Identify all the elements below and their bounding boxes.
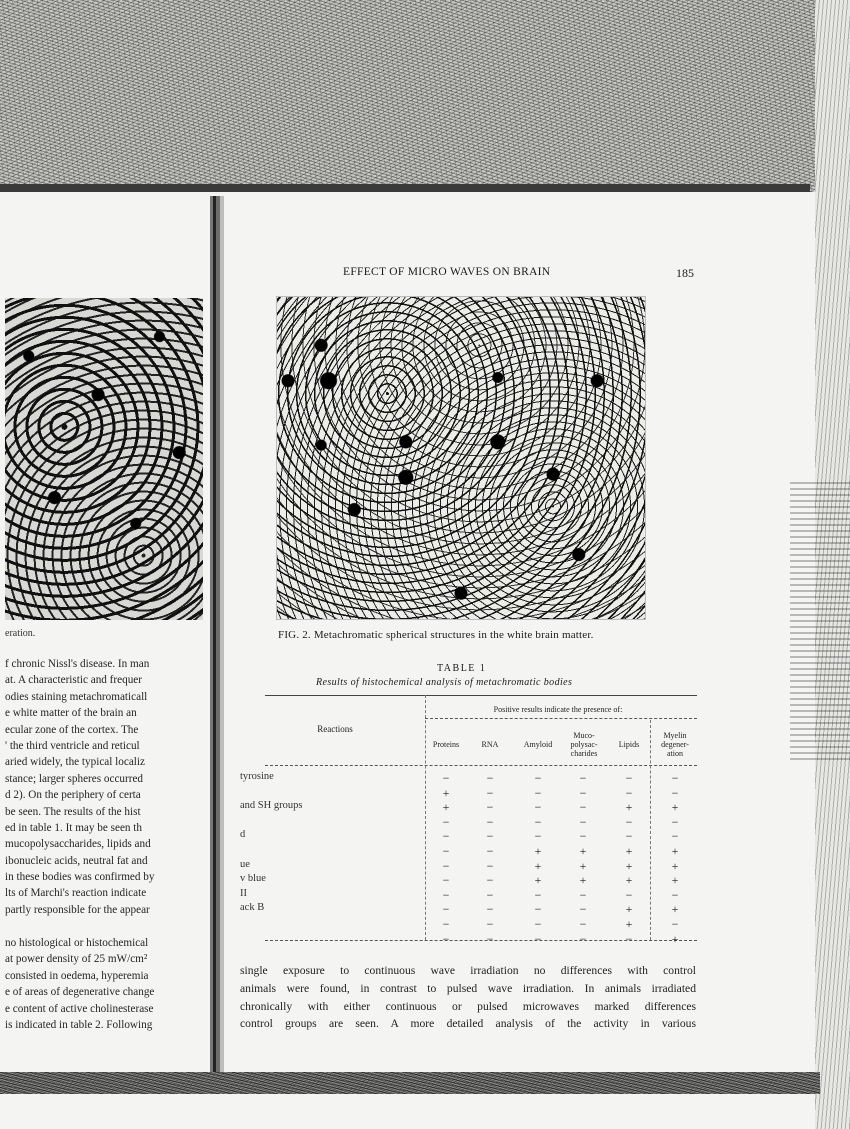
- left-line: is indicated in table 2. Following: [5, 1018, 153, 1031]
- table-reactions-header: Reactions: [317, 724, 353, 734]
- left-line: in these bodies was confirmed by: [5, 871, 155, 884]
- running-head: EFFECT OF MICRO WAVES ON BRAIN: [343, 266, 551, 278]
- left-line: odies staining metachromaticall: [5, 690, 148, 703]
- table-cell: −: [579, 800, 587, 815]
- table-label: TABLE 1: [437, 663, 487, 674]
- table-cell: −: [579, 931, 587, 946]
- table-cell: +: [625, 917, 633, 931]
- left-line: ed in table 1. It may be seen th: [5, 821, 143, 834]
- table-cell: −: [671, 771, 679, 785]
- left-line: e white matter of the brain an: [5, 707, 137, 720]
- table-cell: +: [579, 858, 587, 873]
- table-group-rule: [425, 718, 697, 719]
- table-cell: −: [442, 902, 450, 917]
- table-cell: −: [671, 785, 679, 800]
- body-line: animals were found, in contrast to pulsed wave irradiation. In animals irradiated: [240, 981, 696, 995]
- table-top-rule: [265, 695, 697, 696]
- table-cell: −: [534, 887, 542, 902]
- scanned-page-top-edge: [0, 0, 850, 192]
- table-cell: +: [671, 858, 679, 873]
- table-cell: −: [486, 858, 494, 873]
- table-divider: [650, 720, 651, 940]
- table-cell: −: [486, 844, 494, 858]
- table-cell: −: [534, 771, 542, 785]
- table-cell: −: [579, 887, 587, 902]
- table-cell: −: [442, 829, 450, 844]
- table-cell: +: [442, 800, 450, 815]
- table-cell: −: [534, 814, 542, 829]
- table-cell: +: [625, 873, 633, 888]
- table-cell: −: [442, 858, 450, 873]
- table-cell: +: [671, 844, 679, 858]
- table-cell: +: [671, 873, 679, 888]
- column-header-proteins: Proteins: [432, 740, 460, 749]
- table-title: Results of histochemical analysis of metachromatic bodies: [316, 677, 573, 688]
- table-group-header: Positive results indicate the presence of:: [493, 705, 623, 714]
- left-line: consisted in oedema, hyperemia: [5, 969, 149, 982]
- table-cell: −: [534, 800, 542, 815]
- body-line: single exposure to continuous wave irradiation no differences with control: [240, 964, 696, 977]
- figure-caption: FIG. 2. Metachromatic spherical structures in the white brain matter.: [278, 629, 594, 641]
- page-number: 185: [676, 266, 694, 280]
- left-line: aried widely, the typical localiz: [5, 756, 145, 769]
- left-line: f chronic Nissl's disease. In man: [5, 658, 150, 670]
- table-cell: −: [625, 785, 633, 800]
- left-page-text-top: [5, 656, 205, 918]
- table-cell: +: [442, 785, 450, 800]
- table-cell: −: [625, 829, 633, 844]
- table-cell: −: [671, 814, 679, 829]
- table-cell: +: [534, 844, 542, 858]
- body-line: chronically with either continuous or pulsed microwaves marked differences: [240, 999, 696, 1013]
- table-cell: −: [579, 814, 587, 829]
- table-cell: −: [442, 844, 450, 858]
- scanned-page-bottom-edge: [0, 1072, 820, 1094]
- left-line: lts of Marchi's reaction indicate: [5, 887, 147, 900]
- left-line: be seen. The results of the hist: [5, 805, 141, 818]
- table-cell: −: [534, 917, 542, 931]
- body-text: [240, 962, 696, 1033]
- table-cell: −: [579, 829, 587, 844]
- left-line: d 2). On the periphery of certa: [5, 789, 141, 802]
- table-cell: −: [625, 771, 633, 785]
- left-page-text-bottom: [5, 935, 205, 1033]
- table-cell: −: [442, 887, 450, 902]
- table-cell: −: [579, 902, 587, 917]
- table-cell: −: [671, 829, 679, 844]
- column-header-mucopolysaccharides: Muco- polysac- charides: [570, 731, 598, 758]
- table-cell: −: [534, 931, 542, 946]
- table-cell: +: [579, 873, 587, 888]
- left-line: ' the third ventricle and reticul: [5, 739, 140, 752]
- column-header-lipids: Lipids: [618, 740, 640, 749]
- table-cell: −: [486, 887, 494, 902]
- table-cell: +: [671, 800, 679, 815]
- left-line: ibonucleic acids, neutral fat and: [5, 854, 148, 867]
- table-cell: +: [579, 844, 587, 858]
- column-header-rna: RNA: [481, 740, 499, 749]
- table-cell: −: [486, 785, 494, 800]
- table-row-label: II: [240, 887, 247, 899]
- table-cell: −: [442, 873, 450, 888]
- table-header-rule: [265, 765, 697, 766]
- table-cell: −: [625, 887, 633, 902]
- left-line: e content of active cholinesterase: [5, 1002, 154, 1015]
- table-cell: −: [671, 887, 679, 902]
- table-cell: +: [625, 844, 633, 858]
- table-row-label: and SH groups: [240, 800, 303, 812]
- table-cell: −: [486, 771, 494, 785]
- table-cell: −: [486, 902, 494, 917]
- table-cell: −: [486, 829, 494, 844]
- left-line: mucopolysaccharides, lipids and: [5, 838, 151, 851]
- table-cell: +: [625, 800, 633, 815]
- table-row-label: ue: [240, 858, 250, 870]
- body-line: control groups are seen. A more detailed analysis of the activity in various: [240, 1017, 696, 1031]
- left-line: stance; larger spheres occurred: [5, 772, 144, 785]
- table-cell: −: [671, 917, 679, 931]
- book-gutter: [210, 196, 224, 1072]
- table-cell: −: [534, 829, 542, 844]
- table-cell: −: [442, 814, 450, 829]
- column-header-myelin-degeneration: Myelin degener- ation: [661, 731, 689, 758]
- table-cell: +: [671, 902, 679, 917]
- table-row-label: d: [240, 829, 246, 841]
- table-cell: −: [442, 917, 450, 931]
- table-cell: −: [579, 771, 587, 785]
- scanned-page-right-strip: [790, 480, 850, 760]
- table-cell: +: [534, 858, 542, 873]
- left-line: ecular zone of the cortex. The: [5, 723, 139, 736]
- left-page-caption-fragment: eration.: [5, 628, 36, 639]
- left-page-micrograph: [5, 298, 203, 620]
- table-cell: −: [534, 902, 542, 917]
- table-cell: −: [579, 917, 587, 931]
- column-header-amyloid: Amyloid: [523, 740, 553, 749]
- table-cell: −: [486, 814, 494, 829]
- table-cell: −: [486, 917, 494, 931]
- table-cell: −: [579, 785, 587, 800]
- table-divider: [425, 695, 426, 940]
- table-cell: +: [625, 902, 633, 917]
- table-cell: −: [625, 814, 633, 829]
- table-row-label: ack B: [240, 902, 265, 914]
- table-cell: −: [442, 931, 450, 946]
- table-cell: −: [442, 771, 450, 785]
- table-cell: +: [534, 873, 542, 888]
- left-line: no histological or histochemical: [5, 937, 149, 949]
- table-row-label: tyrosine: [240, 771, 274, 782]
- figure-2-micrograph: [276, 296, 646, 620]
- table-cell: +: [625, 858, 633, 873]
- table-row-label: v blue: [240, 873, 266, 885]
- table-cell: −: [534, 785, 542, 800]
- table-cell: −: [486, 931, 494, 946]
- table-cell: −: [625, 931, 633, 946]
- left-line: e of areas of degenerative change: [5, 986, 155, 999]
- table-cell: −: [486, 873, 494, 888]
- left-line: partly responsible for the appear: [5, 903, 150, 916]
- left-line: at. A characteristic and frequer: [5, 674, 142, 687]
- left-line: at power density of 25 mW/cm²: [5, 953, 148, 966]
- table-cell: +: [671, 931, 679, 946]
- table-cell: −: [486, 800, 494, 815]
